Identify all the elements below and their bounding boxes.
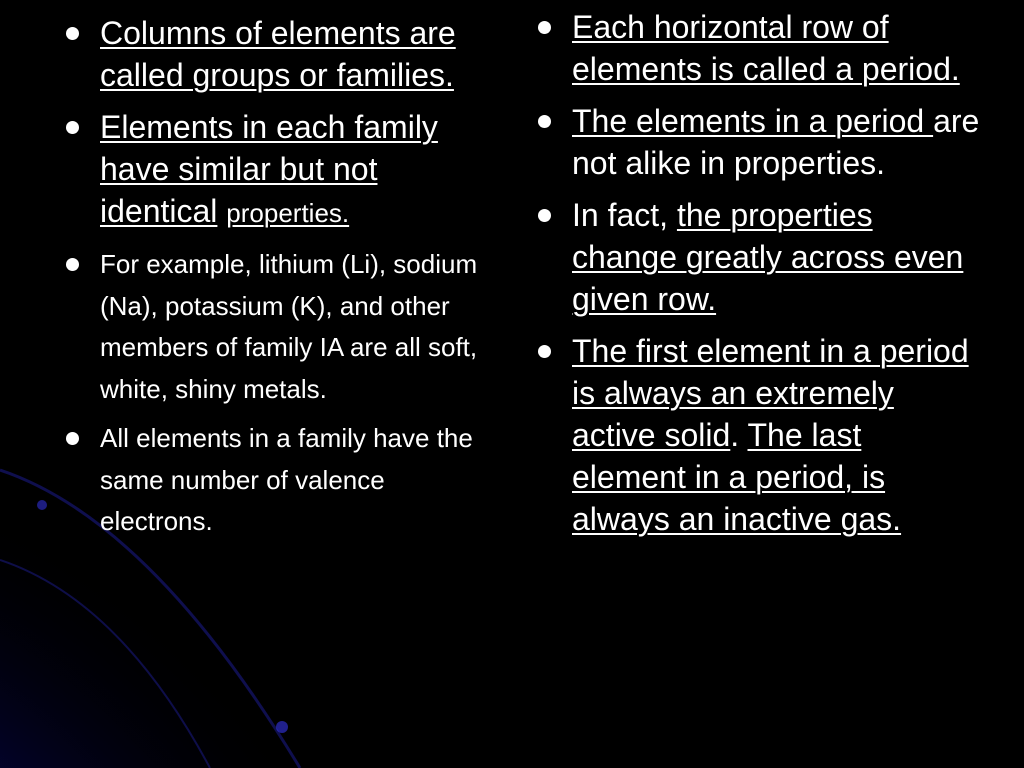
- list-item: [530, 100, 980, 184]
- list-item: [58, 418, 498, 543]
- bullet-text-underlined: The elements in a period: [572, 103, 934, 139]
- left-bullet-list: [58, 12, 498, 543]
- list-item: [530, 6, 972, 90]
- bullet-icon: [538, 345, 551, 358]
- bullet-text: Elements in each family have similar but not identical: [100, 109, 438, 229]
- right-bullet-list: [530, 6, 980, 540]
- list-item: [58, 244, 498, 410]
- bullet-icon: [538, 209, 551, 222]
- bullet-icon: [538, 21, 551, 34]
- bullet-text-underlined-2: The last element in a period, is always an inactive gas.: [572, 417, 902, 537]
- list-item: [530, 194, 980, 320]
- bullet-text: All elements in a family have the same number of valence electrons.: [100, 423, 473, 536]
- bullet-text: For example, lithium (Li), sodium (Na), potassium (K), and other members of family IA are all soft, white, shiny metals.: [100, 249, 478, 404]
- bullet-text: are not alike in properties.: [572, 103, 980, 181]
- list-item: [58, 12, 498, 96]
- list-item: [530, 330, 980, 540]
- left-column: [58, 0, 498, 551]
- bullet-icon: [66, 121, 79, 134]
- bullet-icon: [538, 115, 551, 128]
- bullet-text-underlined: The first element in a period is always an extremely active solid: [572, 333, 969, 453]
- bullet-text-period: .: [730, 417, 740, 453]
- bullet-text-tail: properties.: [226, 198, 350, 228]
- bullet-icon: [66, 27, 79, 40]
- bullet-text-lead: In fact,: [572, 197, 677, 233]
- bullet-text: Columns of elements are called groups or families.: [100, 15, 456, 93]
- bullet-icon: [66, 432, 79, 445]
- bullet-icon: [66, 258, 79, 271]
- bullet-text-underlined: the properties change greatly across even given row.: [572, 197, 964, 317]
- list-item: [58, 106, 498, 234]
- right-column: [530, 0, 980, 550]
- bullet-text: Each horizontal row of elements is called a period.: [572, 9, 960, 87]
